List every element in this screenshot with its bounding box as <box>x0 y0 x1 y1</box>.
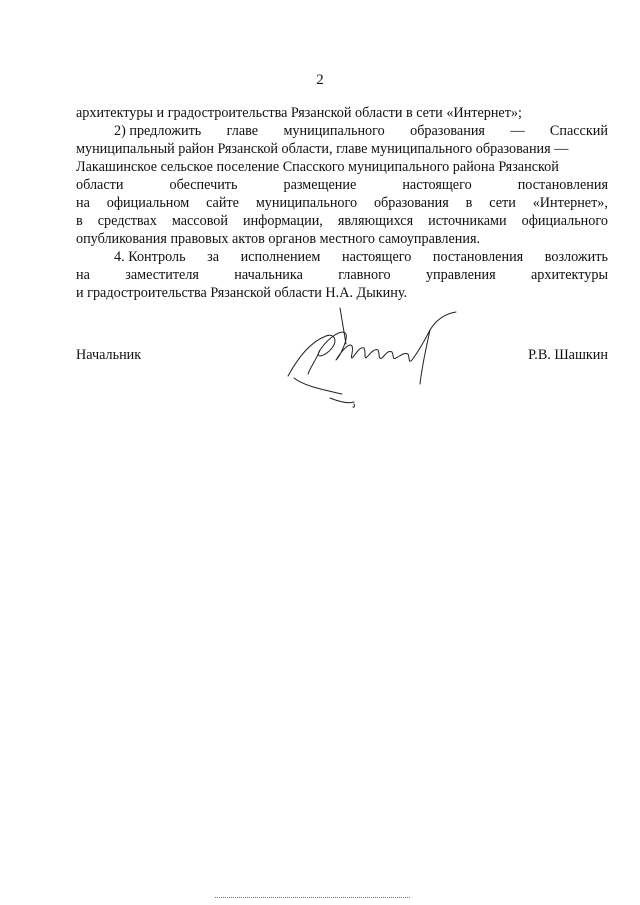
text-segment: образования <box>410 123 485 139</box>
text-segment: на <box>76 267 90 283</box>
text-line <box>76 266 608 284</box>
text-segment: размещение <box>283 177 357 193</box>
text-segment: информации, <box>242 213 323 229</box>
text-segment: возложить <box>544 249 608 265</box>
text-segment: главного <box>338 267 391 283</box>
signatory-title: Начальник <box>76 347 142 363</box>
text-segment: — <box>510 123 525 139</box>
text-segment: в <box>76 213 83 229</box>
text-segment: «Интернет», <box>532 195 608 211</box>
text-segment: постановления <box>432 249 524 265</box>
text-line <box>76 230 608 248</box>
body-text <box>76 104 608 302</box>
text-segment: опубликования правовых актов органов местного самоуправления. <box>76 231 481 247</box>
text-segment: настоящего <box>402 177 472 193</box>
text-line <box>76 140 608 158</box>
text-segment: 4. Контроль <box>114 249 186 265</box>
text-line <box>76 248 608 266</box>
text-segment: главе <box>226 123 259 139</box>
text-segment: 2) предложить <box>114 123 202 139</box>
text-segment: Спасский <box>549 123 608 139</box>
text-segment: и градостроительства Рязанской области Н.А. Дыкину. <box>76 285 408 301</box>
text-line <box>76 158 608 176</box>
text-segment: источниками <box>428 213 507 229</box>
page-number: 2 <box>316 72 324 88</box>
text-line <box>76 122 608 140</box>
text-segment: сети <box>489 195 516 211</box>
text-segment: исполнением <box>240 249 321 265</box>
text-segment: настоящего <box>341 249 412 265</box>
handwritten-signature <box>280 298 470 418</box>
text-segment: постановления <box>517 177 608 193</box>
text-segment: области <box>76 177 124 193</box>
text-segment: официального <box>521 213 608 229</box>
text-segment: начальника <box>234 267 303 283</box>
text-line <box>76 194 608 212</box>
text-segment: сайте <box>206 195 239 211</box>
text-segment: архитектуры и градостроительства Рязанской области в сети «Интернет»; <box>76 105 522 121</box>
text-segment: являющихся <box>337 213 414 229</box>
footer-mark <box>215 897 410 901</box>
text-segment: обеспечить <box>169 177 238 193</box>
signatory-name: Р.В. Шашкин <box>528 347 608 363</box>
text-segment: официальном <box>106 195 190 211</box>
text-segment: муниципального <box>283 123 385 139</box>
text-segment: заместителя <box>125 267 199 283</box>
text-segment: на <box>76 195 90 211</box>
text-segment: массовой <box>171 213 228 229</box>
text-segment: средствах <box>97 213 157 229</box>
text-segment: муниципального <box>255 195 358 211</box>
text-segment: управления <box>425 267 496 283</box>
text-segment: за <box>207 249 220 265</box>
text-line <box>76 212 608 230</box>
text-line <box>76 176 608 194</box>
text-segment: образования <box>373 195 449 211</box>
text-segment: Лакашинское сельское поселение Спасского муниципального района Рязанской <box>76 159 559 175</box>
text-line <box>76 104 608 122</box>
text-segment: архитектуры <box>530 267 608 283</box>
text-segment: в <box>465 195 473 211</box>
text-segment: муниципальный район Рязанской области, главе муниципального образования — <box>76 141 569 157</box>
